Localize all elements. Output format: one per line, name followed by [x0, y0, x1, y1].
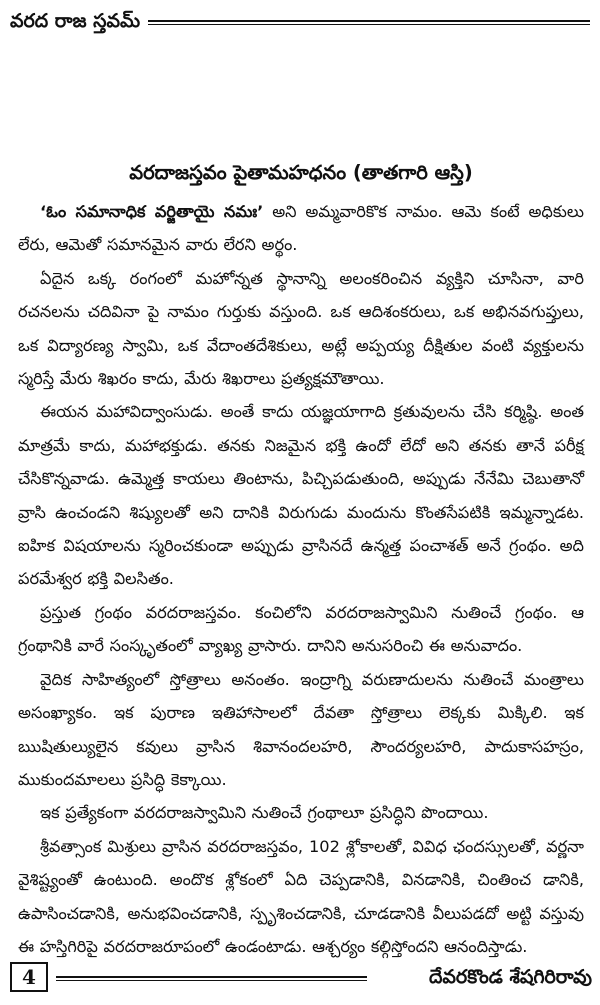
paragraph [18, 395, 584, 595]
paragraph-text: ప్రస్తుత గ్రంథం వరదరాజస్తవం. కంచిలోని వరదరాజస్వామిని నుతించే గ్రంథం. ఆ గ్రంథానికి వారే సంస్కృతంలో వ్యాఖ్య వ్రాసారు. దానిని అనుసరించి ఈ అనువాదం. [18, 602, 584, 656]
paragraph-text: శ్రీవత్సాంక మిశ్రులు వ్రాసిన వరదరాజస్తవం, 102 శ్లోకాలతో, వివిధ ఛందస్సులతో, వర్ణనా వైశిష్ట్యంతో ఉంటుంది. అందొక శ్లోకంలో ఏది చెప్పడానికి, వినడానికి, చింతించ డానికి, ఉపాసించడానికి, అనుభవించడానికి, స్పృశించడానికి, చూడడానికి వీలుపడదో అట్టి వస్తువు ఈ హస్తిగిరిపై వరదరాజరూపంలో ఉండంటాడు. ఆశ్చర్యం కల్గిస్తోందని ఆనందిస్తాడు. [18, 836, 584, 956]
paragraph-text: అని అమ్మవారికొక నామం. ఆమె కంటే అధికులు లేరు, ఆమెతో సమానమైన వారు లేరని అర్థం. [18, 202, 584, 255]
running-title: వరద రాజ స్తవమ్ [10, 8, 148, 34]
footer-rule-thin [56, 980, 367, 981]
page-footer [10, 958, 592, 996]
page-number: 4 [10, 962, 48, 992]
section-title: వరదాజస్తవం పైతామహధనం (తాతగారి ఆస్తి) [129, 161, 473, 184]
footer-rule [56, 976, 367, 978]
page-header [10, 8, 590, 36]
paragraph [18, 262, 584, 396]
paragraph-lead: ‘ఓం సమానాధిక వర్జితాయై నమః’ [40, 202, 264, 221]
paragraph-text: ఇక ప్రత్యేకంగా వరదరాజస్వామిని నుతించే గ్రంథాలూ ప్రసిద్ధిని పొందాయి. [40, 803, 489, 823]
paragraph [18, 830, 584, 964]
paragraph-text: ఏదైన ఒక్క రంగంలో మహోన్నత స్థానాన్ని అలంకరించిన వ్యక్తిని చూసినా, వారి రచనలను చదివినా పై నామం గుర్తుకు వస్తుంది. ఒక ఆదిశంకరులు, ఒక అభినవగుప్తులు, ఒక విద్యారణ్య స్వామి, ఒక వేదాంతదేశికులు, అట్లే అప్పయ్య దీక్షితుల వంటి వ్యక్తులను స్మరిస్తే మేరు శిఖరం కాదు, మేరు శిఖరాలు ప్రత్యక్షమౌతాయి. [18, 268, 584, 389]
paragraph-text: ఈయన మహావిద్వాంసుడు. అంతే కాదు యజ్ఞయాగాది క్రతువులను చేసి కర్మిష్ఠి. అంత మాత్రమే కాదు, మహాభక్తుడు. తనకు నిజమైన భక్తి ఉందో లేదో అని తనకు తానే పరీక్ష చేసికొన్నవాడు. ఉమ్మెత్త కాయలు తింటాను, పిచ్చిపడుతుంది, అప్పుడు నేనేమి చెబుతానో వ్రాసి ఉంచండని శిష్యులతో అని దానికి విరుగుడు మందును కొంతసేపటికి ఇమ్మన్నాడట. ఐహిక విషయాలను స్మరించకుండా అప్పుడు వ్రాసినదే ఉన్మత్త పంచాశత్ అనే గ్రంథం. అది పరమేశ్వర భక్తి విలసితం. [18, 402, 584, 589]
paragraph-text: వైదిక సాహిత్యంలో స్తోత్రాలు అనంతం. ఇంద్రాగ్ని వరుణాదులను నుతించే మంత్రాలు అసంఖ్యాకం. ఇక పురాణ ఇతిహాసాలలో దేవతా స్తోత్రాలు లెక్కకు మిక్కిలి. ఇక ఋషితుల్యులైన కవులు వ్రాసిన శివానందలహరి, సౌందర్యలహరి, పాదుకాసహస్రం, ముకుందమాలలు ప్రసిద్ధి కెక్కాయి. [18, 669, 584, 789]
paragraph [18, 195, 584, 262]
paragraph [18, 663, 584, 797]
paragraph [18, 796, 584, 829]
author-name: దేవరకొండ శేషగిరిరావు [429, 966, 592, 988]
page-body [18, 158, 584, 963]
paragraph [18, 596, 584, 663]
